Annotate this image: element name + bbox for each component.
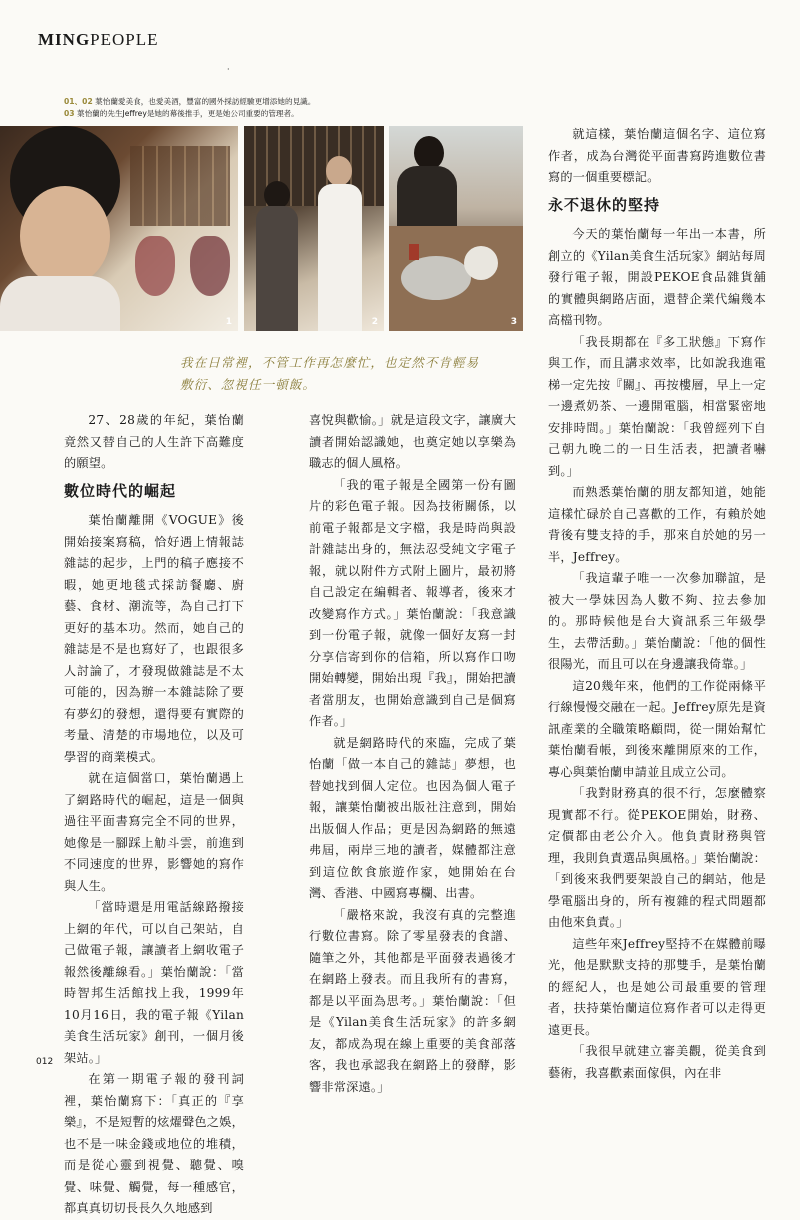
- photo-kitchen-meeting: [244, 126, 384, 331]
- photo-wine-tasting: [0, 126, 238, 331]
- brand-rest: PEOPLE: [90, 30, 159, 49]
- article-column-1: [64, 410, 244, 1220]
- paragraph: 今天的葉怡蘭每一年出一本書，所創立的《Yilan美食生活玩家》網站每周發行電子報，開設PEKOE食品雜貨舖的實體與網路店面，還替企業代編幾本高檔刊物。: [548, 227, 766, 327]
- section-heading: 永不退休的堅持: [548, 195, 661, 214]
- caption-text: 葉怡蘭的先生Jeffrey是她的幕後推手，更是她公司重要的管理者。: [74, 109, 299, 118]
- photo-label: 3: [510, 317, 517, 327]
- photo-captions: [64, 96, 315, 120]
- paragraph: 這20幾年來，他們的工作從兩條平行線慢慢交融在一起。Jeffrey原先是資訊產業的全職策略顧問，從一開始幫忙葉怡蘭看帳，到後來離開原來的工作，專心與葉怡蘭申請並且成立公司。: [548, 678, 766, 779]
- magazine-section-title: [38, 30, 159, 50]
- section-heading: 數位時代的崛起: [64, 481, 177, 500]
- paragraph: 「我很早就建立審美觀，從美食到藝術，我喜歡素面傢俱，內在非: [548, 1044, 766, 1080]
- paragraph: 而熟悉葉怡蘭的朋友都知道，她能這樣忙碌於自己喜歡的工作，有賴於她背後有雙支持的手，那來自於她的另一半，Jeffrey。: [548, 485, 766, 564]
- article-column-2: [309, 410, 516, 1098]
- paragraph: 喜悅與歡愉。」就是這段文字，讓廣大讀者開始認識她，也奠定她以享樂為職志的個人風格。: [309, 413, 516, 470]
- caption-number: 03: [64, 109, 75, 118]
- brand-bold: MING: [38, 30, 91, 49]
- photo-label: 1: [225, 317, 232, 327]
- paragraph: 「當時還是用電話線路撥接上網的年代，可以自己架站，自己做電子報，讓讀者上網收電子報然後離線看。」葉怡蘭說：「當時智邦生活館找上我，1999年10月16日，我的電子報《Yilan美食生活玩家》創刊，一個月後架站。」: [64, 900, 244, 1065]
- caption-number: 01、02: [64, 97, 93, 106]
- paragraph: 就是網路時代的來臨，完成了葉怡蘭「做一本自己的雜誌」夢想，也替她找到個人定位。也因為個人電子報，讓葉怡蘭被出版社注意到，開始出版個人作品；更是因為網路的無遠弗屆，兩岸三地的讀者，媒體都注意到這位飲食旅遊作家，她開始在台灣、香港、中國寫專欄、出書。: [309, 735, 516, 900]
- paragraph: 葉怡蘭離開《VOGUE》後開始接案寫稿，恰好遇上情報誌雜誌的起步，上門的稿子應接不暇，她更地毯式採訪餐廳、廚藝、食材、潮流等，為自己打下更好的基本功。然而，她自己的雜誌是不是也寫好了，也跟很多人討論了，才發現做雜誌是不太可能的，因為辦一本雜誌除了要有夢幻的發想，還得要有實際的考量、清楚的市場地位，以及可學習的商業模式。: [64, 513, 244, 764]
- paragraph: 「我對財務真的很不行，怎麼體察現實都不行。從PEKOE開始，財務、定價都由老公介入。他負責財務與管理，我則負責選品與風格。」葉怡蘭說：「到後來我們要架設自己的網站，他是學電腦出身的，所有複雜的程式問題都由他來負責。」: [548, 786, 766, 929]
- photo-jeffrey-tea: [389, 126, 523, 331]
- paragraph: 這些年來Jeffrey堅持不在媒體前曝光，他是默默支持的那雙手，是葉怡蘭的經紀人，也是她公司最重要的管理者，扶持葉怡蘭這位寫作者可以走得更遠更長。: [548, 936, 766, 1037]
- pull-quote: 我在日常裡，不管工作再怎麼忙，也定然不肯輕易敷衍、忽視任一頓飯。: [180, 355, 480, 392]
- caption-text: 葉怡蘭愛美食，也愛美酒，豐富的國外採訪經驗更增添她的見識。: [92, 97, 316, 106]
- paragraph: 「我這輩子唯一一次參加聯誼，是被大一學妹因為人數不夠、拉去參加的。那時候他是台大資訊系三年級學生，去帶活動。」葉怡蘭說：「他的個性很陽光，而且可以在身邊讓我倚靠。」: [548, 571, 766, 671]
- decorative-dot: ·: [227, 65, 230, 74]
- paragraph: 就在這個當口，葉怡蘭遇上了網路時代的崛起，這是一個與過往平面書寫完全不同的世界，她像是一腳踩上觔斗雲，前進到不同速度的世界，影響她的寫作與人生。: [64, 771, 244, 893]
- caption-line: [64, 108, 315, 120]
- photo-label: 2: [371, 317, 378, 327]
- article-column-3: [548, 124, 766, 1084]
- photo-strip: [0, 126, 525, 331]
- paragraph: 「我長期都在『多工狀態』下寫作與工作，而且講求效率，比如說我進電梯一定先按『關』、再按樓層，早上一定一邊煮奶茶、一邊開電腦，相當緊密地安排時間。」葉怡蘭說：「我曾經列下自己朝九晚二的一日生活表，把讀者嚇到。」: [548, 334, 766, 478]
- paragraph: 在第一期電子報的發刊詞裡，葉怡蘭寫下：「真正的『享樂』，不是短暫的炫燿聲色之娛，也不是一味金錢或地位的堆積，而是從心靈到視覺、聽覺、嗅覺、味覺、觸覺，每一種感官，都真真切切長長久久地感到: [64, 1072, 244, 1215]
- paragraph: 27、28歲的年紀，葉怡蘭竟然又替自己的人生許下高難度的願望。: [64, 413, 244, 470]
- paragraph: 「嚴格來說，我沒有真的完整進行數位書寫。除了零星發表的食譜、隨筆之外，其他都是平面發表過後才在網路上發表。而且我所有的書寫，都是以平面為思考。」葉怡蘭說：「但是《Yilan美食生活玩家》的許多網友，都成為現在線上重要的美食部落客，我也承認我在網路上的發酵，影響非常深遠。」: [309, 907, 516, 1094]
- paragraph: 「我的電子報是全國第一份有圖片的彩色電子報。因為技術關係，以前電子報都是文字檔，我是時尚與設計雜誌出身的，無法忍受純文字電子報，就以附件方式附上圖片，最初將自己設定在編輯者、報導者，後來才改變寫作方式。」葉怡蘭說：「我意識到一份電子報，就像一個好友寫一封分享信寄到你的信箱，所以寫作口吻開始轉變，開始出現『我』，開始把讀者當朋友，也開始意識到自己是個寫作者。」: [309, 477, 516, 728]
- caption-line: [64, 96, 315, 108]
- page-number: 012: [36, 1057, 54, 1067]
- paragraph: 就這樣，葉怡蘭這個名字、這位寫作者，成為台灣從平面書寫跨進數位書寫的一個重要標記。: [548, 127, 766, 184]
